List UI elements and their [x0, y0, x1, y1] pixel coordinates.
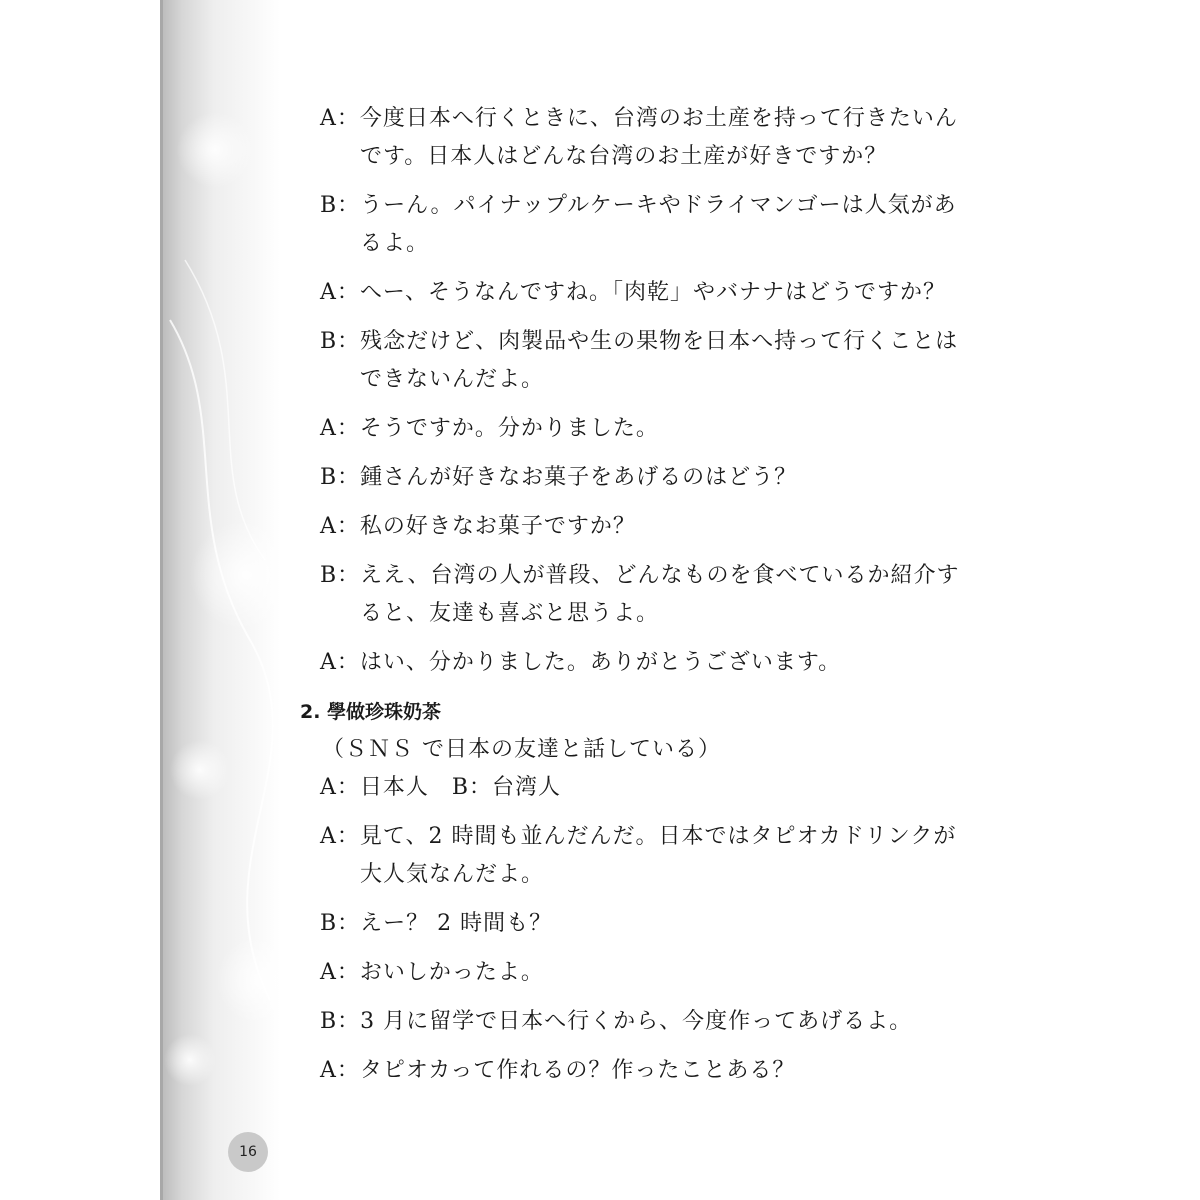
dialogue-line: A：はい、分かりました。ありがとうございます。 [320, 650, 842, 675]
dialogue-line: B：鍾さんが好きなお菓子をあげるのはどう？ [320, 465, 798, 490]
dialogue-line: るよ。 [360, 231, 430, 256]
dialogue-line: B：ええ、台湾の人が普段、どんなものを食べているか紹介す [320, 563, 960, 588]
page-gutter-edge [160, 0, 163, 1200]
page-gutter-shading [160, 0, 280, 1200]
dialogue-line: B：残念だけど、肉製品や生の果物を日本へ持って行くことは [320, 329, 959, 354]
speaker-roles: A：日本人 B：台湾人 [320, 775, 562, 800]
dialogue-line: A：へー、そうなんですね。「肉乾」やバナナはどうですか？ [320, 280, 947, 305]
page-content [300, 100, 960, 1090]
dialogue-line: 大人気なんだよ。 [360, 862, 545, 887]
dialogue-line: B：えー？ 2 時間も？ [320, 911, 553, 936]
dialogue-line: A：タピオカって作れるの？作ったことある？ [320, 1058, 796, 1083]
dialogue-line: B：うーん。パイナップルケーキやドライマンゴーは人気があ [320, 193, 957, 218]
dialogue-line: です。日本人はどんな台湾のお土産が好きですか？ [360, 144, 888, 169]
dialogue-line: A：私の好きなお菓子ですか？ [320, 514, 636, 539]
dialogue-line: できないんだよ。 [360, 367, 545, 392]
dialogue-line: B：3 月に留学で日本へ行くから、今度作ってあげるよ。 [320, 1009, 913, 1034]
dialogue-line: ると、友達も喜ぶと思うよ。 [360, 601, 660, 626]
dialogue-line: A：見て、2 時間も並んだんだ。日本ではタピオカドリンクが [320, 824, 957, 849]
page-number: 16 [228, 1132, 268, 1172]
dialogue-line: A：今度日本へ行くときに、台湾のお土産を持って行きたいん [320, 106, 958, 131]
dialogue-line: A：おいしかったよ。 [320, 960, 544, 985]
section-heading: 2. 學做珍珠奶茶 [300, 701, 442, 723]
section-context: （ＳＮＳ で日本の友達と話している） [322, 737, 721, 762]
dialogue-line: A：そうですか。分かりました。 [320, 416, 659, 441]
